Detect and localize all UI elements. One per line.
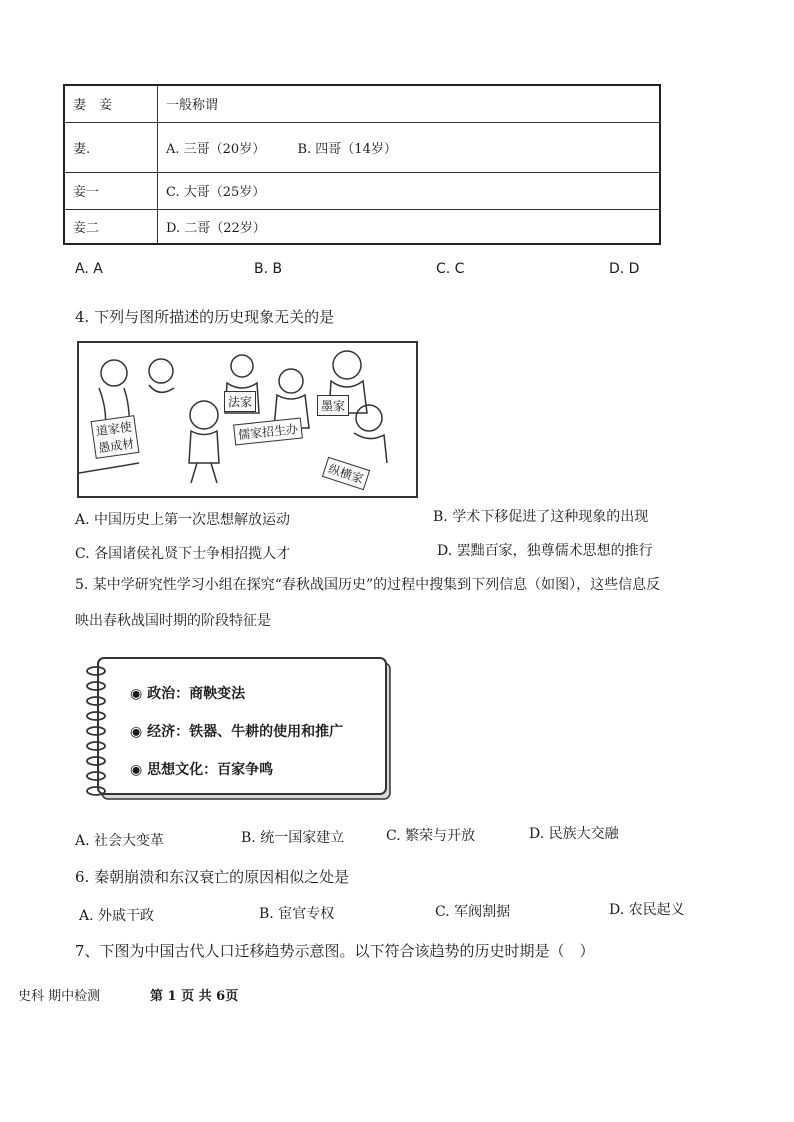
question-7-stem: 7、下图为中国古代人口迁移趋势示意图。以下符合该趋势的历史时期是（ ）: [75, 942, 595, 960]
table-cell-text: D. 二哥（22岁）: [166, 220, 266, 236]
q6-option-c[interactable]: C. 军阀割据: [435, 904, 511, 920]
q5-option-a[interactable]: A. 社会大变革: [75, 833, 165, 849]
notebook-figure: [80, 655, 394, 803]
table-cell: [158, 85, 661, 122]
table-cell-text: B. 四哥（14岁）: [297, 141, 397, 157]
footer-subject: 史科 期中检测: [18, 989, 101, 1004]
sign-legalist: 法家: [224, 391, 256, 412]
sign-text: 愚成材: [97, 436, 136, 456]
table-cell: 妻.: [64, 122, 158, 172]
bullet-icon: ◉: [130, 686, 148, 702]
notebook-item-text: 经济：铁器、牛耕的使用和推广: [147, 724, 344, 740]
table-cell: [158, 172, 661, 209]
footer-page-number: 第 1 页 共 6页: [150, 989, 239, 1004]
q6-option-b[interactable]: B. 宦官专权: [259, 906, 335, 922]
question-3-table: [63, 84, 661, 245]
table-row: [64, 209, 660, 244]
sign-confucian: 儒家招生办: [233, 418, 303, 446]
q3-option-d[interactable]: D. D: [609, 261, 640, 277]
table-cell-text: 一般称谓: [166, 98, 219, 114]
table-cell: [158, 209, 661, 244]
q4-option-b[interactable]: B. 学术下移促进了这种现象的出现: [433, 509, 649, 525]
q6-option-d[interactable]: D. 农民起义: [609, 902, 685, 918]
table-cell-text: C. 大哥（25岁）: [166, 185, 266, 200]
question-4-stem: 4. 下列与图所描述的历史现象无关的是: [75, 308, 335, 326]
question-6-stem: 6. 秦朝崩溃和东汉衰亡的原因相似之处是: [75, 868, 350, 886]
notebook-item-economy: [130, 721, 343, 741]
sign-strategist: 纵横家: [322, 457, 370, 491]
sign-text: 道家使: [95, 419, 133, 439]
notebook-item-politics: [130, 683, 245, 703]
table-cell: 妾一: [64, 172, 158, 209]
bullet-icon: ◉: [130, 724, 148, 740]
q5-option-d[interactable]: D. 民族大交融: [529, 826, 619, 842]
q4-option-c[interactable]: C. 各国诸侯礼贤下士争相招揽人才: [75, 546, 291, 562]
hundred-schools-cartoon: [77, 341, 418, 498]
table-cell-text: A. 三哥（20岁）: [166, 141, 266, 157]
q5-option-b[interactable]: B. 统一国家建立: [241, 830, 345, 846]
question-5-stem-line2: 映出春秋战国时期的阶段特征是: [75, 613, 271, 629]
bullet-icon: ◉: [130, 762, 148, 778]
question-5-stem-line1: 5. 某中学研究性学习小组在探究“春秋战国历史”的过程中搜集到下列信息（如图），这些信息反: [75, 577, 661, 593]
table-cell: 妻 妾: [64, 85, 158, 122]
q3-option-b[interactable]: B. B: [254, 261, 283, 277]
q5-option-c[interactable]: C. 繁荣与开放: [386, 828, 476, 844]
notebook-item-text: 政治：商鞅变法: [147, 686, 246, 702]
q4-option-a[interactable]: A. 中国历史上第一次思想解放运动: [75, 512, 291, 528]
q3-option-c[interactable]: C. C: [436, 261, 465, 277]
q3-option-a[interactable]: A. A: [75, 261, 103, 277]
q6-option-a[interactable]: A. 外戚干政: [79, 908, 155, 924]
table-row: [64, 122, 660, 172]
notebook-item-text: 思想文化：百家争鸣: [147, 762, 274, 778]
notebook-item-culture: [130, 759, 273, 779]
sign-mohist: 墨家: [317, 395, 349, 416]
q4-option-d[interactable]: D. 罢黜百家，独尊儒术思想的推行: [437, 543, 653, 559]
sign-daoist: [91, 415, 140, 459]
table-cell: 妾二: [64, 209, 158, 244]
table-row: [64, 172, 660, 209]
table-row: [64, 85, 660, 122]
table-cell: [158, 122, 661, 172]
